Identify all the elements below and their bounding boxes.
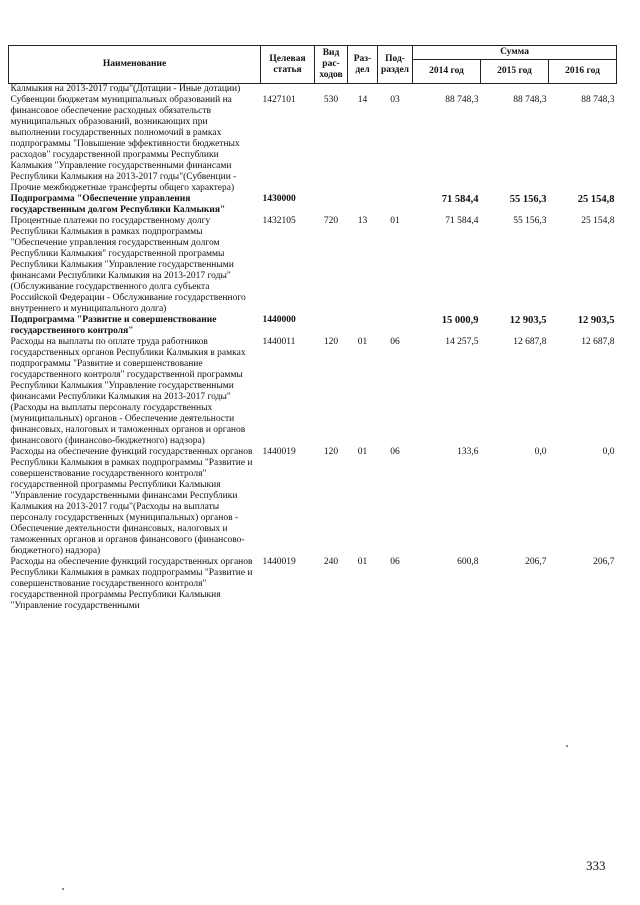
cell-target-code: [261, 84, 315, 96]
cell-name: Расходы на выплаты по оплате труда работников государственных органов Республики Калмыкия в рамках подпрограммы "Развитие и совершенствование государственного контроля" государственной программы Республики Калмыкия "Управление государственными финансами Республики Калмыкия на 2013-2017 годы"(Расходы на выплаты персоналу государственных (муниципальных) органов - Обеспечение деятельности финансовых, налоговых и таможенных органов и органов финансового (финансово-бюджетного) надзора): [10, 337, 246, 446]
cell-target-code: 1440019: [262, 557, 296, 567]
table-row: [9, 95, 617, 194]
cell-2016: 25 154,8: [577, 194, 615, 205]
cell-name: Расходы на обеспечение функций государственных органов Республики Калмыкия в рамках подпрограммы "Развитие и совершенствование государственного контроля" государственной программы Республики Калмыкия "Управление государственными финансами Республики Калмыкия на 2013-2017 годы"(Расходы на выплаты персоналу государственных (муниципальных) органов - Обеспечение деятельности финансовых, налоговых и таможенных органов и органов финансового (финансово-бюджетного) надзора): [10, 447, 253, 556]
cell-target-code: 1427101: [262, 95, 296, 105]
cell-section: 01: [357, 557, 368, 567]
cell-subsection: [378, 315, 413, 337]
table-row: [9, 194, 617, 216]
cell-expense-kind: 120: [323, 337, 339, 347]
cell-2015: 12 903,5: [509, 315, 547, 326]
cell-target-code: 1430000: [262, 194, 296, 204]
header-section: Раз-дел: [348, 46, 378, 84]
cell-target-code: 1432105: [262, 216, 296, 226]
cell-section: [348, 194, 378, 216]
cell-2016: 88 748,3: [581, 95, 615, 105]
cell-2016: [549, 84, 617, 96]
cell-2014: 88 748,3: [445, 95, 479, 105]
scan-speck: [62, 888, 64, 890]
cell-expense-kind: [315, 84, 348, 96]
cell-subsection: 03: [390, 95, 400, 105]
cell-expense-kind: 720: [323, 216, 339, 226]
budget-table: [8, 45, 617, 612]
table-row: [9, 447, 617, 557]
cell-2015: 12 687,8: [513, 337, 547, 347]
cell-2016: 0,0: [602, 447, 615, 457]
header-target: Целевая статья: [261, 46, 315, 84]
cell-name: Процентные платежи по государственному долгу Республики Калмыкия в рамках подпрограммы "Обеспечение управления государственным долгом Республики Калмыкия" государственной программы Республики Калмыкия "Управление государственными финансами Республики Калмыкия на 2013-2017 годы"(Обслуживание государственного долга субъекта Российской Федерации - Обслуживание государственного внутреннего и муниципального долга): [10, 216, 246, 314]
cell-expense-kind: [315, 194, 348, 216]
cell-section: 13: [357, 216, 368, 226]
cell-2016: 206,7: [593, 557, 615, 567]
table-row: [9, 337, 617, 447]
cell-subsection: 01: [390, 216, 400, 226]
cell-2015: [481, 84, 549, 96]
cell-section: 01: [357, 337, 368, 347]
header-sum: Сумма: [413, 46, 617, 60]
cell-expense-kind: 530: [323, 95, 339, 105]
cell-name: Субвенции бюджетам муниципальных образований на финансовое обеспечение расходных обязательств муниципальных образований, возникающих при выполнении государственных полномочий в рамках подпрограммы "Повышение эффективности бюджетных расходов" государственной программы Республики Калмыкия "Управление государственными финансами Республики Калмыкия на 2013-2017 годы"(Субвенции - Прочие межбюджетные трансферты общего характера): [10, 95, 240, 193]
header-subsection: Под-раздел: [378, 46, 413, 84]
header-name: Наименование: [9, 46, 261, 84]
cell-2015: 206,7: [525, 557, 547, 567]
cell-2014: [413, 84, 481, 96]
cell-target-code: 1440011: [262, 337, 296, 347]
header-2016: 2016 год: [549, 60, 617, 84]
table-row: [9, 557, 617, 612]
cell-section: 14: [357, 95, 368, 105]
cell-section: 01: [357, 447, 368, 457]
cell-section: [348, 315, 378, 337]
header-2014: 2014 год: [413, 60, 481, 84]
table-row: [9, 216, 617, 315]
cell-name: Подпрограмма "Обеспечение управления государственным долгом Республики Калмыкия": [10, 194, 226, 215]
cell-expense-kind: [315, 315, 348, 337]
cell-subsection: 06: [390, 557, 400, 567]
cell-subsection: 06: [390, 337, 400, 347]
cell-2014: 133,6: [457, 447, 479, 457]
cell-2014: 71 584,4: [441, 194, 479, 205]
cell-2016: 12 687,8: [581, 337, 615, 347]
scan-speck: [566, 745, 568, 747]
cell-2014: 71 584,4: [445, 216, 479, 226]
table-row: [9, 84, 617, 96]
cell-2014: 14 257,5: [445, 337, 479, 347]
cell-2015: 88 748,3: [513, 95, 547, 105]
cell-2014: 600,8: [457, 557, 479, 567]
table-body: [9, 84, 617, 613]
table-row: [9, 315, 617, 337]
cell-2014: 15 000,9: [441, 315, 479, 326]
table-header: [9, 46, 617, 84]
cell-2016: 12 903,5: [577, 315, 615, 326]
cell-2015: 55 156,3: [509, 194, 547, 205]
cell-subsection: 06: [390, 447, 400, 457]
cell-name: Калмыкия на 2013-2017 годы"(Дотации - Иные дотации): [10, 84, 241, 94]
cell-target-code: 1440019: [262, 447, 296, 457]
cell-subsection: [378, 84, 413, 96]
cell-2015: 0,0: [534, 447, 547, 457]
cell-name: Подпрограмма "Развитие и совершенствование государственного контроля": [10, 315, 217, 336]
cell-name: Расходы на обеспечение функций государственных органов Республики Калмыкия в рамках подпрограммы "Развитие и совершенствование государственного контроля" государственной программы Республики Калмыкия "Управление государственными: [10, 557, 253, 611]
page-number: 333: [586, 858, 606, 873]
cell-expense-kind: 240: [323, 557, 339, 567]
cell-expense-kind: 120: [323, 447, 339, 457]
cell-subsection: [378, 194, 413, 216]
cell-2016: 25 154,8: [581, 216, 615, 226]
cell-target-code: 1440000: [262, 315, 296, 325]
cell-section: [348, 84, 378, 96]
cell-2015: 55 156,3: [513, 216, 547, 226]
header-2015: 2015 год: [481, 60, 549, 84]
header-kind: Вид рас-ходов: [315, 46, 348, 84]
